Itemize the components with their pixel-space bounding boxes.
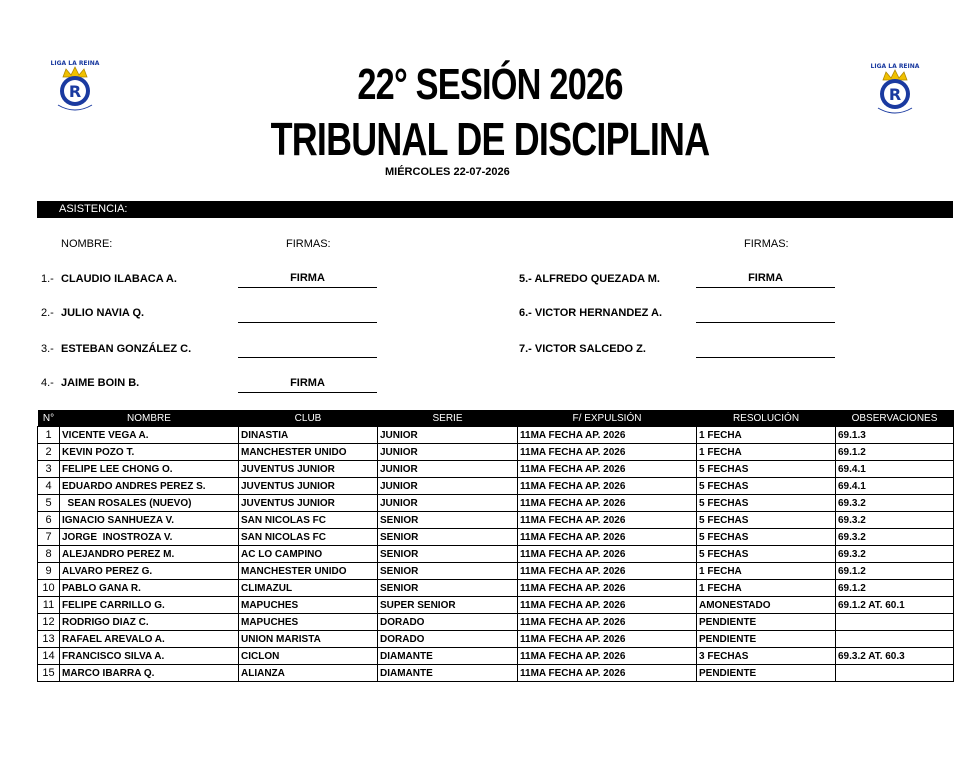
player-name: EDUARDO ANDRES PEREZ S. bbox=[60, 478, 239, 495]
club-name: JUVENTUS JUNIOR bbox=[239, 478, 378, 495]
firmas-label: FIRMAS: bbox=[286, 238, 331, 250]
club-name: MANCHESTER UNIDO bbox=[239, 563, 378, 580]
row-number: 13 bbox=[38, 631, 60, 648]
table-row bbox=[38, 597, 954, 614]
table-row bbox=[38, 512, 954, 529]
club-name: AC LO CAMPINO bbox=[239, 546, 378, 563]
row-number: 12 bbox=[38, 614, 60, 631]
table-row bbox=[38, 427, 954, 444]
observations bbox=[836, 614, 954, 631]
row-number: 8 bbox=[38, 546, 60, 563]
club-name: MAPUCHES bbox=[239, 614, 378, 631]
table-row bbox=[38, 478, 954, 495]
observations: 69.4.1 bbox=[836, 461, 954, 478]
row-number: 14 bbox=[38, 648, 60, 665]
club-name: JUVENTUS JUNIOR bbox=[239, 495, 378, 512]
observations: 69.3.2 bbox=[836, 512, 954, 529]
row-number: 9 bbox=[38, 563, 60, 580]
serie: JUNIOR bbox=[378, 444, 518, 461]
attendee-name: ESTEBAN GONZÁLEZ C. bbox=[61, 343, 192, 355]
col-header: N° bbox=[38, 410, 60, 427]
league-logo-right bbox=[866, 58, 924, 120]
table-row bbox=[38, 461, 954, 478]
tribunal-title: TRIBUNAL DE DISCIPLINA bbox=[270, 113, 710, 165]
serie: SENIOR bbox=[378, 580, 518, 597]
svg-text:R: R bbox=[68, 82, 82, 101]
row-number: 3 bbox=[38, 461, 60, 478]
serie: DIAMANTE bbox=[378, 648, 518, 665]
player-name: SEAN ROSALES (NUEVO) bbox=[60, 495, 239, 512]
col-header: CLUB bbox=[239, 410, 378, 427]
player-name: IGNACIO SANHUEZA V. bbox=[60, 512, 239, 529]
session-title: 22° SESIÓN 2026 bbox=[357, 60, 623, 109]
signature-line bbox=[696, 306, 835, 323]
expulsion-date: 11MA FECHA AP. 2026 bbox=[518, 427, 697, 444]
attendee-name: CLAUDIO ILABACA A. bbox=[61, 273, 177, 285]
league-logo-left bbox=[46, 55, 104, 117]
signature-line: FIRMA bbox=[238, 376, 377, 393]
table-row bbox=[38, 580, 954, 597]
observations bbox=[836, 631, 954, 648]
serie: SENIOR bbox=[378, 529, 518, 546]
observations: 69.4.1 bbox=[836, 478, 954, 495]
table-row bbox=[38, 648, 954, 665]
club-name: CLIMAZUL bbox=[239, 580, 378, 597]
resolution: 1 FECHA bbox=[697, 580, 836, 597]
attendee-name: JULIO NAVIA Q. bbox=[61, 307, 145, 319]
club-name: UNION MARISTA bbox=[239, 631, 378, 648]
col-header: NOMBRE bbox=[60, 410, 239, 427]
resolution: 5 FECHAS bbox=[697, 478, 836, 495]
expulsion-date: 11MA FECHA AP. 2026 bbox=[518, 597, 697, 614]
row-number: 1 bbox=[38, 427, 60, 444]
attendee-number: 2.- bbox=[41, 307, 54, 319]
table-row bbox=[38, 444, 954, 461]
serie: SENIOR bbox=[378, 512, 518, 529]
table-row bbox=[38, 495, 954, 512]
resolution: 5 FECHAS bbox=[697, 512, 836, 529]
expulsion-date: 11MA FECHA AP. 2026 bbox=[518, 580, 697, 597]
expulsion-date: 11MA FECHA AP. 2026 bbox=[518, 512, 697, 529]
serie: SUPER SENIOR bbox=[378, 597, 518, 614]
serie: JUNIOR bbox=[378, 495, 518, 512]
club-name: CICLON bbox=[239, 648, 378, 665]
name-label: NOMBRE: bbox=[61, 238, 113, 250]
club-name: SAN NICOLAS FC bbox=[239, 529, 378, 546]
club-name: MAPUCHES bbox=[239, 597, 378, 614]
serie: JUNIOR bbox=[378, 427, 518, 444]
signature-line: FIRMA bbox=[696, 271, 835, 288]
sanctions-table bbox=[37, 410, 954, 682]
serie: DIAMANTE bbox=[378, 665, 518, 682]
observations: 69.3.2 bbox=[836, 546, 954, 563]
signature-line bbox=[238, 306, 377, 323]
svg-text:LIGA LA REINA: LIGA LA REINA bbox=[50, 60, 100, 67]
svg-text:LIGA LA REINA: LIGA LA REINA bbox=[870, 63, 920, 70]
signature-line bbox=[238, 341, 377, 358]
attendee-name: 6.- VICTOR HERNANDEZ A. bbox=[519, 307, 663, 319]
player-name: RAFAEL AREVALO A. bbox=[60, 631, 239, 648]
firmas-label: FIRMAS: bbox=[744, 238, 789, 250]
player-name: FELIPE CARRILLO G. bbox=[60, 597, 239, 614]
resolution: 3 FECHAS bbox=[697, 648, 836, 665]
row-number: 5 bbox=[38, 495, 60, 512]
expulsion-date: 11MA FECHA AP. 2026 bbox=[518, 614, 697, 631]
attendance-label: ASISTENCIA: bbox=[59, 203, 128, 215]
resolution: PENDIENTE bbox=[697, 665, 836, 682]
observations: 69.1.3 bbox=[836, 427, 954, 444]
observations: 69.3.2 bbox=[836, 495, 954, 512]
club-name: ALIANZA bbox=[239, 665, 378, 682]
expulsion-date: 11MA FECHA AP. 2026 bbox=[518, 478, 697, 495]
resolution: 5 FECHAS bbox=[697, 529, 836, 546]
club-name: MANCHESTER UNIDO bbox=[239, 444, 378, 461]
observations: 69.3.2 bbox=[836, 529, 954, 546]
club-name: JUVENTUS JUNIOR bbox=[239, 461, 378, 478]
club-name: DINASTIA bbox=[239, 427, 378, 444]
resolution: AMONESTADO bbox=[697, 597, 836, 614]
player-name: PABLO GANA R. bbox=[60, 580, 239, 597]
signature-line: FIRMA bbox=[238, 271, 377, 288]
player-name: ALEJANDRO PEREZ M. bbox=[60, 546, 239, 563]
row-number: 11 bbox=[38, 597, 60, 614]
observations: 69.1.2 bbox=[836, 444, 954, 461]
col-header: OBSERVACIONES bbox=[836, 410, 954, 427]
serie: SENIOR bbox=[378, 563, 518, 580]
attendee-name: JAIME BOIN B. bbox=[61, 377, 140, 389]
resolution: 5 FECHAS bbox=[697, 495, 836, 512]
resolution: PENDIENTE bbox=[697, 614, 836, 631]
player-name: FELIPE LEE CHONG O. bbox=[60, 461, 239, 478]
table-row bbox=[38, 529, 954, 546]
row-number: 7 bbox=[38, 529, 60, 546]
player-name: ALVARO PEREZ G. bbox=[60, 563, 239, 580]
attendee-number: 1.- bbox=[41, 273, 54, 285]
observations bbox=[836, 665, 954, 682]
col-header: RESOLUCIÓN bbox=[697, 410, 836, 427]
col-header: F/ EXPULSIÓN bbox=[518, 410, 697, 427]
attendee-name: 5.- ALFREDO QUEZADA M. bbox=[519, 273, 660, 285]
resolution: PENDIENTE bbox=[697, 631, 836, 648]
session-date: MIÉRCOLES 22-07-2026 bbox=[385, 166, 510, 178]
expulsion-date: 11MA FECHA AP. 2026 bbox=[518, 529, 697, 546]
expulsion-date: 11MA FECHA AP. 2026 bbox=[518, 546, 697, 563]
serie: SENIOR bbox=[378, 546, 518, 563]
expulsion-date: 11MA FECHA AP. 2026 bbox=[518, 665, 697, 682]
player-name: JORGE INOSTROZA V. bbox=[60, 529, 239, 546]
table-row bbox=[38, 631, 954, 648]
expulsion-date: 11MA FECHA AP. 2026 bbox=[518, 648, 697, 665]
col-header: SERIE bbox=[378, 410, 518, 427]
table-row bbox=[38, 614, 954, 631]
serie: DORADO bbox=[378, 614, 518, 631]
observations: 69.1.2 AT. 60.1 bbox=[836, 597, 954, 614]
attendee-number: 4.- bbox=[41, 377, 54, 389]
resolution: 5 FECHAS bbox=[697, 546, 836, 563]
resolution: 5 FECHAS bbox=[697, 461, 836, 478]
table-row bbox=[38, 563, 954, 580]
expulsion-date: 11MA FECHA AP. 2026 bbox=[518, 631, 697, 648]
attendee-number: 3.- bbox=[41, 343, 54, 355]
observations: 69.1.2 bbox=[836, 580, 954, 597]
expulsion-date: 11MA FECHA AP. 2026 bbox=[518, 461, 697, 478]
serie: DORADO bbox=[378, 631, 518, 648]
serie: JUNIOR bbox=[378, 461, 518, 478]
serie: JUNIOR bbox=[378, 478, 518, 495]
player-name: MARCO IBARRA Q. bbox=[60, 665, 239, 682]
resolution: 1 FECHA bbox=[697, 444, 836, 461]
table-header-row bbox=[38, 410, 954, 427]
row-number: 2 bbox=[38, 444, 60, 461]
player-name: VICENTE VEGA A. bbox=[60, 427, 239, 444]
attendance-bar bbox=[37, 201, 953, 218]
row-number: 15 bbox=[38, 665, 60, 682]
row-number: 6 bbox=[38, 512, 60, 529]
signature-line bbox=[696, 341, 835, 358]
resolution: 1 FECHA bbox=[697, 427, 836, 444]
observations: 69.3.2 AT. 60.3 bbox=[836, 648, 954, 665]
player-name: RODRIGO DIAZ C. bbox=[60, 614, 239, 631]
expulsion-date: 11MA FECHA AP. 2026 bbox=[518, 563, 697, 580]
resolution: 1 FECHA bbox=[697, 563, 836, 580]
svg-text:R: R bbox=[888, 85, 902, 104]
table-row bbox=[38, 546, 954, 563]
attendee-name: 7.- VICTOR SALCEDO Z. bbox=[519, 343, 646, 355]
expulsion-date: 11MA FECHA AP. 2026 bbox=[518, 444, 697, 461]
table-row bbox=[38, 665, 954, 682]
player-name: KEVIN POZO T. bbox=[60, 444, 239, 461]
club-name: SAN NICOLAS FC bbox=[239, 512, 378, 529]
observations: 69.1.2 bbox=[836, 563, 954, 580]
expulsion-date: 11MA FECHA AP. 2026 bbox=[518, 495, 697, 512]
row-number: 10 bbox=[38, 580, 60, 597]
row-number: 4 bbox=[38, 478, 60, 495]
player-name: FRANCISCO SILVA A. bbox=[60, 648, 239, 665]
